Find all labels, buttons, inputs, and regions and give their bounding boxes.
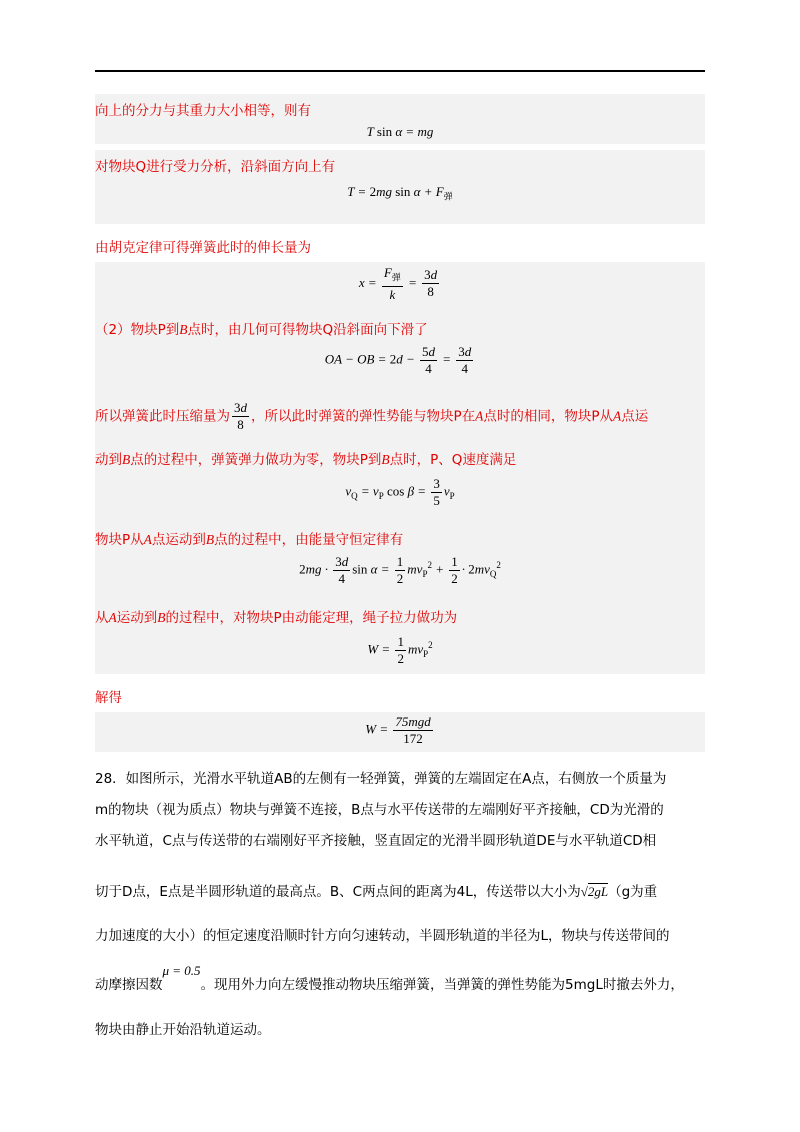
speed-expression: √2gL: [580, 884, 609, 899]
equation-force-along-incline: T = 2mg $\sin \alpha + F_弹$: [347, 184, 453, 202]
solution-line-4: （2）物块P到B点时，由几何可得物块Q沿斜面向下滑了: [95, 322, 428, 338]
equation-work-tension: W = $\frac{1}{2}$ $mv_P^2$: [367, 634, 433, 666]
equation-hooke-extension: x = $\frac{F_弹}{k}$ = $\frac{3d}{8}$: [358, 265, 438, 302]
solution-line-7: 物块P从A点运动到B点的过程中，由能量守恒定律有: [95, 532, 404, 548]
problem-line-3: 水平轨道，C点与传送带的右端刚好平齐接触，竖直固定的光滑半圆形轨道DE与水平轨道CD相: [95, 833, 657, 849]
problem-line-7: 物块由静止开始沿轨道运动。: [95, 1022, 271, 1038]
solution-line-6: 动到B点的过程中，弹簧弹力做功为零，物块P到B点时，P、Q速度满足: [95, 452, 517, 468]
problem-line-5: 力加速度的大小）的恒定速度沿顺时针方向匀速转动，半圆形轨道的半径为L，物块与传送带间的: [95, 928, 670, 944]
solution-line-9: 解得: [95, 690, 122, 706]
equation-slide-distance: OA − OB = 2d − $\frac{5d}{4}$ = $\frac{3d}{4}$: [324, 344, 472, 376]
header-rule: [95, 70, 705, 72]
solution-line-3: 由胡克定律可得弹簧此时的伸长量为: [95, 240, 311, 256]
equation-energy-conservation: 2mg · $\frac{3d}{4}$ sin α = $\frac{1}{2}$ $mv_P^2$ + $\frac{1}{2}$ · $2mv_Q^2$: [299, 554, 501, 586]
friction-coefficient: μ = 0.5: [162, 963, 201, 978]
solution-line-2: 对物块Q进行受力分析，沿斜面方向上有: [95, 159, 336, 175]
equation-tension-balance: T sin α = mg: [366, 124, 434, 139]
problem-line-2: m的物块（视为质点）物块与弹簧不连接，B点与水平传送带的左端刚好平齐接触，CD为光滑的: [95, 802, 664, 818]
solution-line-1: 向上的分力与其重力大小相等，则有: [95, 103, 311, 119]
solution-line-5: 所以弹簧此时压缩量为 $\frac{3d}{8}$ ，所以此时弹簧的弹性势能与物块P在A点时的相同，物块P从A点运: [95, 400, 649, 432]
equation-result: W = $\frac{\text{75mgd}}{172}$: [365, 714, 431, 746]
problem-line-1: 28．如图所示，光滑水平轨道AB的左侧有一轻弹簧，弹簧的左端固定在A点，右侧放一个质量为: [95, 771, 667, 787]
problem-line-4: 切于D点，E点是半圆形轨道的最高点。B、C两点间的距离为4L，传送带以大小为√2gL（g为重: [95, 884, 658, 900]
solution-line-8: 从A运动到B的过程中，对物块P由动能定理，绳子拉力做功为: [95, 610, 458, 626]
problem-line-6: 动摩擦因数μ = 0.5。现用外力向左缓慢推动物块压缩弹簧，当弹簧的弹性势能为5mgL时撤去外力，: [95, 963, 684, 993]
equation-velocity-relation: $v_Q = v_P$ cos β = $\frac{3}{5}$ $v_P$: [345, 476, 455, 508]
